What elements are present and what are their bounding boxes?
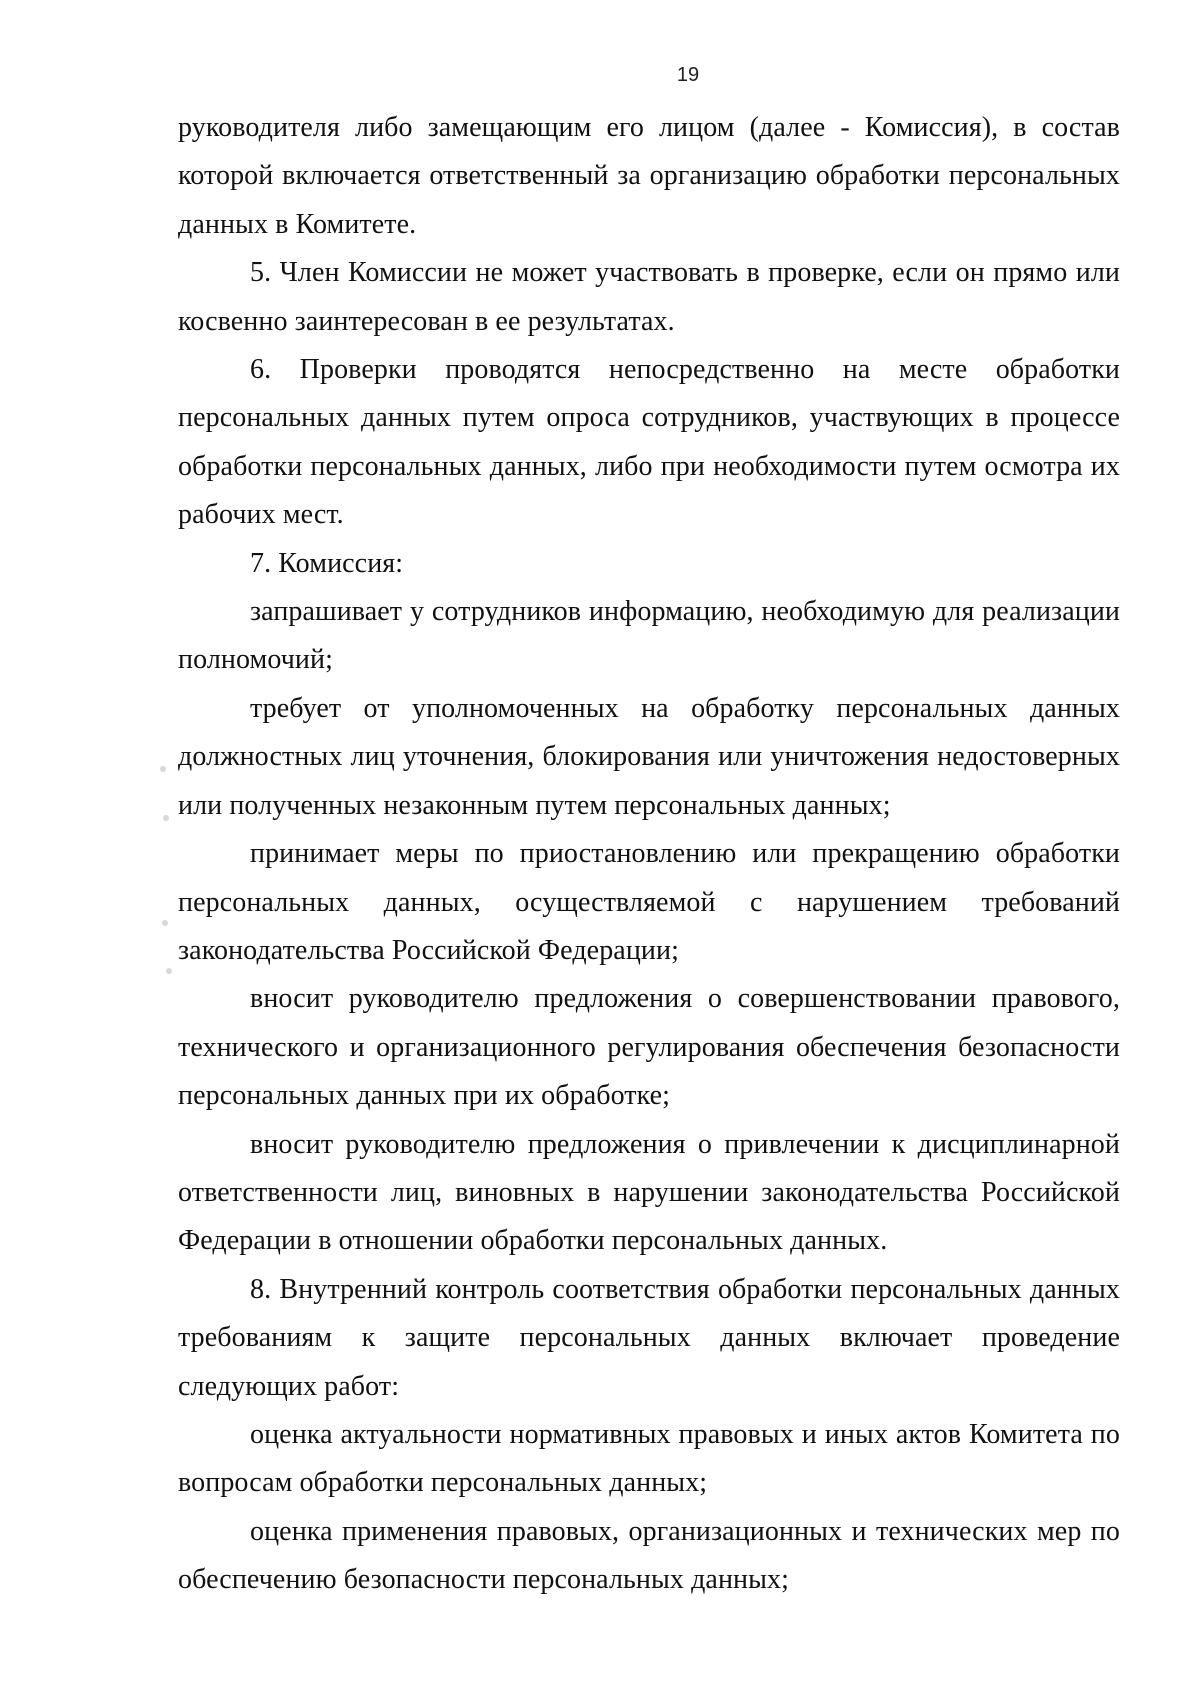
paragraph-item-5: 5. Член Комиссии не может участвовать в проверке, если он прямо или косвенно заинтересован в ее результатах. (178, 257, 1120, 337)
page-number: 19 (676, 64, 700, 86)
paragraph-item-6: 6. Проверки проводятся непосредственно на месте обработки персональных данных путем опроса сотрудников, участвующих в процессе обработки персональных данных, либо при необходимости путем осмотра их рабочих мест. (178, 354, 1120, 531)
scan-speck (163, 815, 169, 821)
scan-speck (162, 920, 168, 926)
paragraph-item-8-assessment-acts: оценка актуальности нормативных правовых и иных актов Комитета по вопросам обработки персональных данных; (178, 1418, 1120, 1499)
paragraph-item-8-assessment-measures: оценка применения правовых, организационных и технических мер по обеспечению безопасности персональных данных; (178, 1515, 1120, 1596)
paragraph-item-7-requests-info: запрашивает у сотрудников информацию, необходимую для реализации полномочий; (178, 596, 1120, 676)
scan-speck (166, 968, 172, 974)
paragraph-item-7-takes-measures: принимает меры по приостановлению или прекращению обработки персональных данных, осуществляемой с нарушением требований законодательства Российской Федерации; (178, 838, 1120, 966)
paragraph-continuation: руководителя либо замещающим его лицом (далее - Комиссия), в состав которой включается ответственный за организацию обработки персональных данных в Комитете. (178, 112, 1120, 240)
paragraph-item-8: 8. Внутренний контроль соответствия обработки персональных данных требованиям к защите персональных данных включает проведение следующих работ: (178, 1273, 1120, 1402)
paragraph-item-7: 7. Комиссия: (250, 547, 404, 579)
paragraph-item-7-proposes-discipline: вносит руководителю предложения о привлечении к дисциплинарной ответственности лиц, виновных в нарушении законодательства Российской Федерации в отношении обработки персональных данных. (178, 1128, 1120, 1257)
paragraph-item-7-requires-clarification: требует от уполномоченных на обработку персональных данных должностных лиц уточнения, блокирования или уничтожения недостоверных или полученных незаконным путем персональных данных; (178, 692, 1120, 821)
document-body (178, 104, 1120, 1605)
scan-speck (160, 766, 166, 772)
paragraph-item-7-proposes-improvement: вносит руководителю предложения о совершенствовании правового, технического и организационного регулирования обеспечения безопасности персональных данных при их обработке; (178, 983, 1120, 1112)
